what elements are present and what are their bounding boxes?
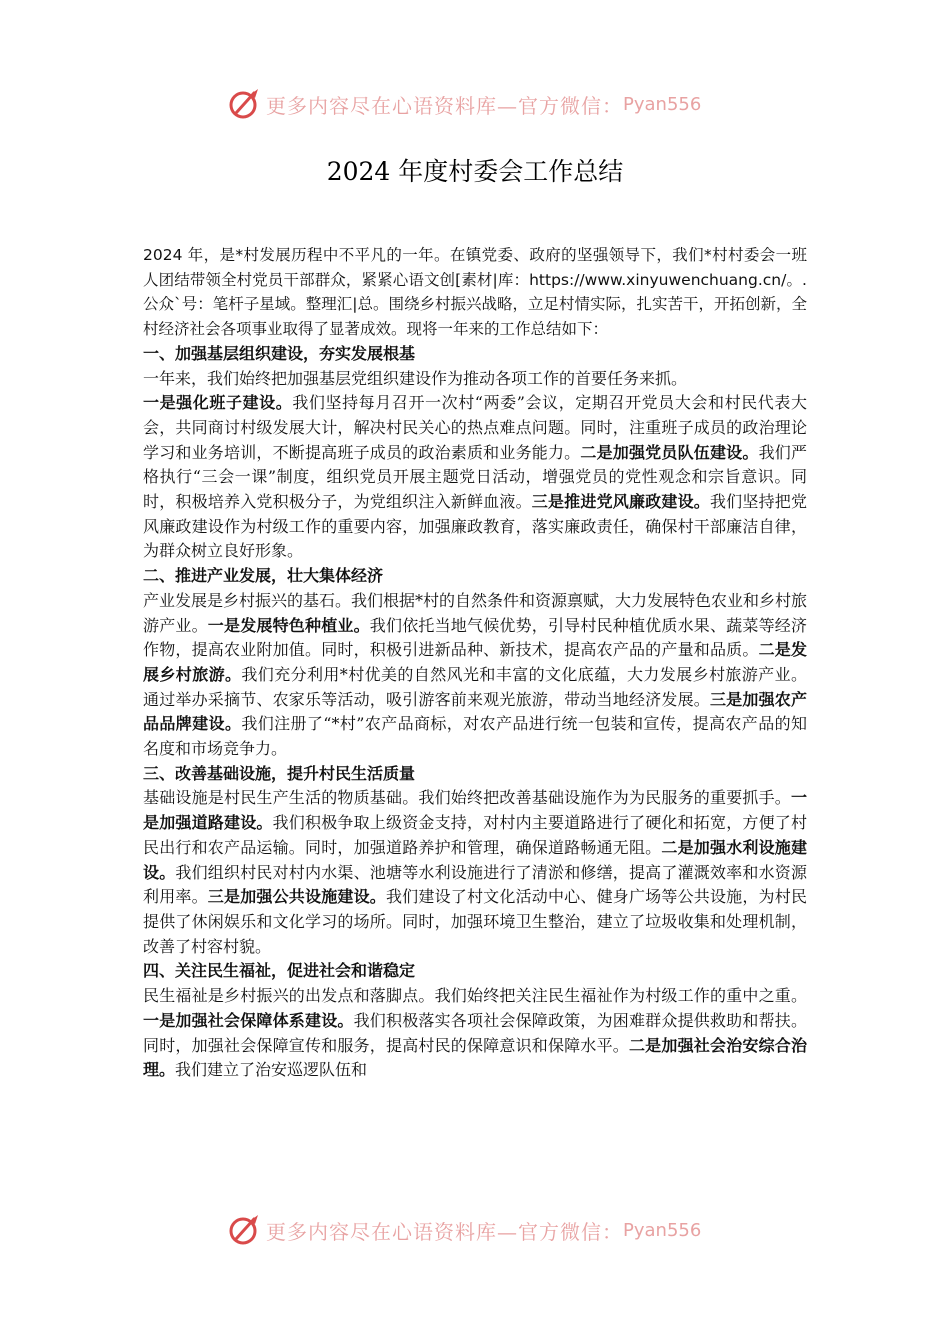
bold-lead-phrase: 二是加强水利设施建设。 — [143, 837, 807, 882]
intro-paragraph: 2024 年，是*村发展历程中不平凡的一年。在镇党委、政府的坚强领导下，我们*村村委会一班人团结带领全村党员干部群众，紧紧心语文创[素材|库：https://www.xinyuwenchuang.cn/。.公众`号：笔杆子星域。整理汇|总。围绕乡村振兴战略，立足村情实际，扎实苦干，开拓创新，全村经济社会各项事业取得了显著成效。现将一年来的工作总结如下： — [143, 246, 807, 339]
paragraph-text: 我们组织村民对村内水渠、池塘等水利设施进行了清淤和修缮，提高了灌溉效率和水资源利用率。 — [143, 862, 807, 907]
section-heading: 三、改善基础设施，提升村民生活质量 — [143, 763, 416, 783]
paragraph-text: 基础设施是村民生产生活的物质基础。我们始终把改善基础设施作为为民服务的重要抓手。 — [143, 788, 791, 808]
header-banner — [0, 84, 950, 124]
section-paragraph — [143, 589, 807, 762]
bold-lead-phrase: 一是发展特色种植业。 — [207, 615, 370, 635]
paragraph-text: 我们严格执行“三会一课”制度，组织党员开展主题党日活动，增强党员的党性观念和宗旨意识。同时，积极培养入党积极分子，为党组织注入新鲜血液。 — [143, 442, 807, 512]
paragraph-text: 一年来，我们始终把加强基层党组织建设作为推动各项工作的首要任务来抓。 — [143, 368, 688, 388]
section-heading: 二、推进产业发展，壮大集体经济 — [143, 566, 384, 586]
bold-lead-phrase: 三是推进党风廉政建设。 — [531, 492, 710, 512]
section-paragraph — [143, 391, 807, 564]
paragraph-text: 我们建设了村文化活动中心、健身广场等公共设施，为村民提供了休闲娱乐和文化学习的场所。同时，加强环境卫生整治，建立了垃圾收集和处理机制，改善了村容村貌。 — [143, 887, 807, 956]
bold-lead-phrase: 二是发展乡村旅游。 — [143, 640, 807, 684]
banner-wechat-id: Pyan556 — [623, 93, 702, 115]
paragraph-text: 我们充分利用*村优美的自然风光和丰富的文化底蕴，大力发展乡村旅游产业。通过举办采摘节、农家乐等活动，吸引游客前来观光旅游，带动当地经济发展。 — [143, 664, 807, 709]
brush-logo-icon — [228, 87, 262, 121]
section-heading: 一、加强基层组织建设，夯实发展根基 — [143, 343, 416, 363]
bold-lead-phrase: 二是加强党员队伍建设。 — [580, 442, 759, 462]
paragraph-text: 民生福祉是乡村振兴的出发点和落脚点。我们始终把关注民生福祉作为村级工作的重中之重。 — [143, 986, 807, 1006]
paragraph-text: 我们建立了治安巡逻队伍和 — [175, 1060, 368, 1080]
sections-container — [143, 342, 807, 1083]
paragraph-text: 我们坚持每月召开一次村“两委”会议，定期召开党员大会和村民代表大会，共同商讨村级发展大计，解决村民关心的热点难点问题。同时，注重班子成员的政治理论学习和业务培训，不断提高班子成员的政治素质和业务能力。 — [143, 393, 807, 462]
section-heading: 四、关注民生福祉，促进社会和谐稳定 — [143, 961, 416, 981]
section-paragraph — [143, 786, 807, 959]
banner-text: 更多内容尽在心语资料库—官方微信： — [266, 1219, 623, 1244]
paragraph-text: 我们积极争取上级资金支持，对村内主要道路进行了硬化和拓宽，方便了村民出行和农产品运输。同时，加强道路养护和管理，确保道路畅通无阻。 — [143, 813, 807, 857]
section-paragraph — [143, 367, 807, 392]
footer-banner — [0, 1210, 950, 1250]
brush-logo-icon — [228, 1213, 262, 1247]
paragraph-text: 我们积极落实各项社会保障政策，为困难群众提供救助和帮扶。同时，加强社会保障宣传和服务，提高村民的保障意识和保障水平。 — [143, 1010, 807, 1055]
paragraph-text: 我们注册了“*村”农产品商标，对农产品进行统一包装和宣传，提高农产品的知名度和市场竞争力。 — [143, 714, 807, 759]
section-paragraph — [143, 984, 807, 1083]
bold-lead-phrase: 三是加强公共设施建设。 — [207, 887, 386, 907]
banner-text: 更多内容尽在心语资料库—官方微信： — [266, 93, 623, 118]
paragraph-text: 我们依托当地气候优势，引导村民种植优质水果、蔬菜等经济作物，提高农业附加值。同时，积极引进新品种、新技术，提高农产品的产量和品质。 — [143, 615, 807, 660]
bold-lead-phrase: 一是强化班子建设。 — [143, 393, 293, 413]
banner-wechat-id: Pyan556 — [623, 1219, 702, 1241]
document-body — [143, 243, 807, 1083]
paragraph-text: 我们坚持把党风廉政建设作为村级工作的重要内容，加强廉政教育，落实廉政责任，确保村干部廉洁自律，为群众树立良好形象。 — [143, 492, 807, 561]
paragraph-text: 产业发展是乡村振兴的基石。我们根据*村的自然条件和资源禀赋，大力发展特色农业和乡村旅游产业。 — [143, 590, 808, 635]
bold-lead-phrase: 一是加强社会保障体系建设。 — [143, 1010, 354, 1030]
bold-lead-phrase: 三是加强农产品品牌建设。 — [143, 689, 807, 734]
page-title: 2024 年度村委会工作总结 — [326, 157, 624, 186]
bold-lead-phrase: 二是加强社会治安综合治理。 — [143, 1035, 807, 1080]
bold-lead-phrase: 一是加强道路建设。 — [143, 788, 807, 833]
